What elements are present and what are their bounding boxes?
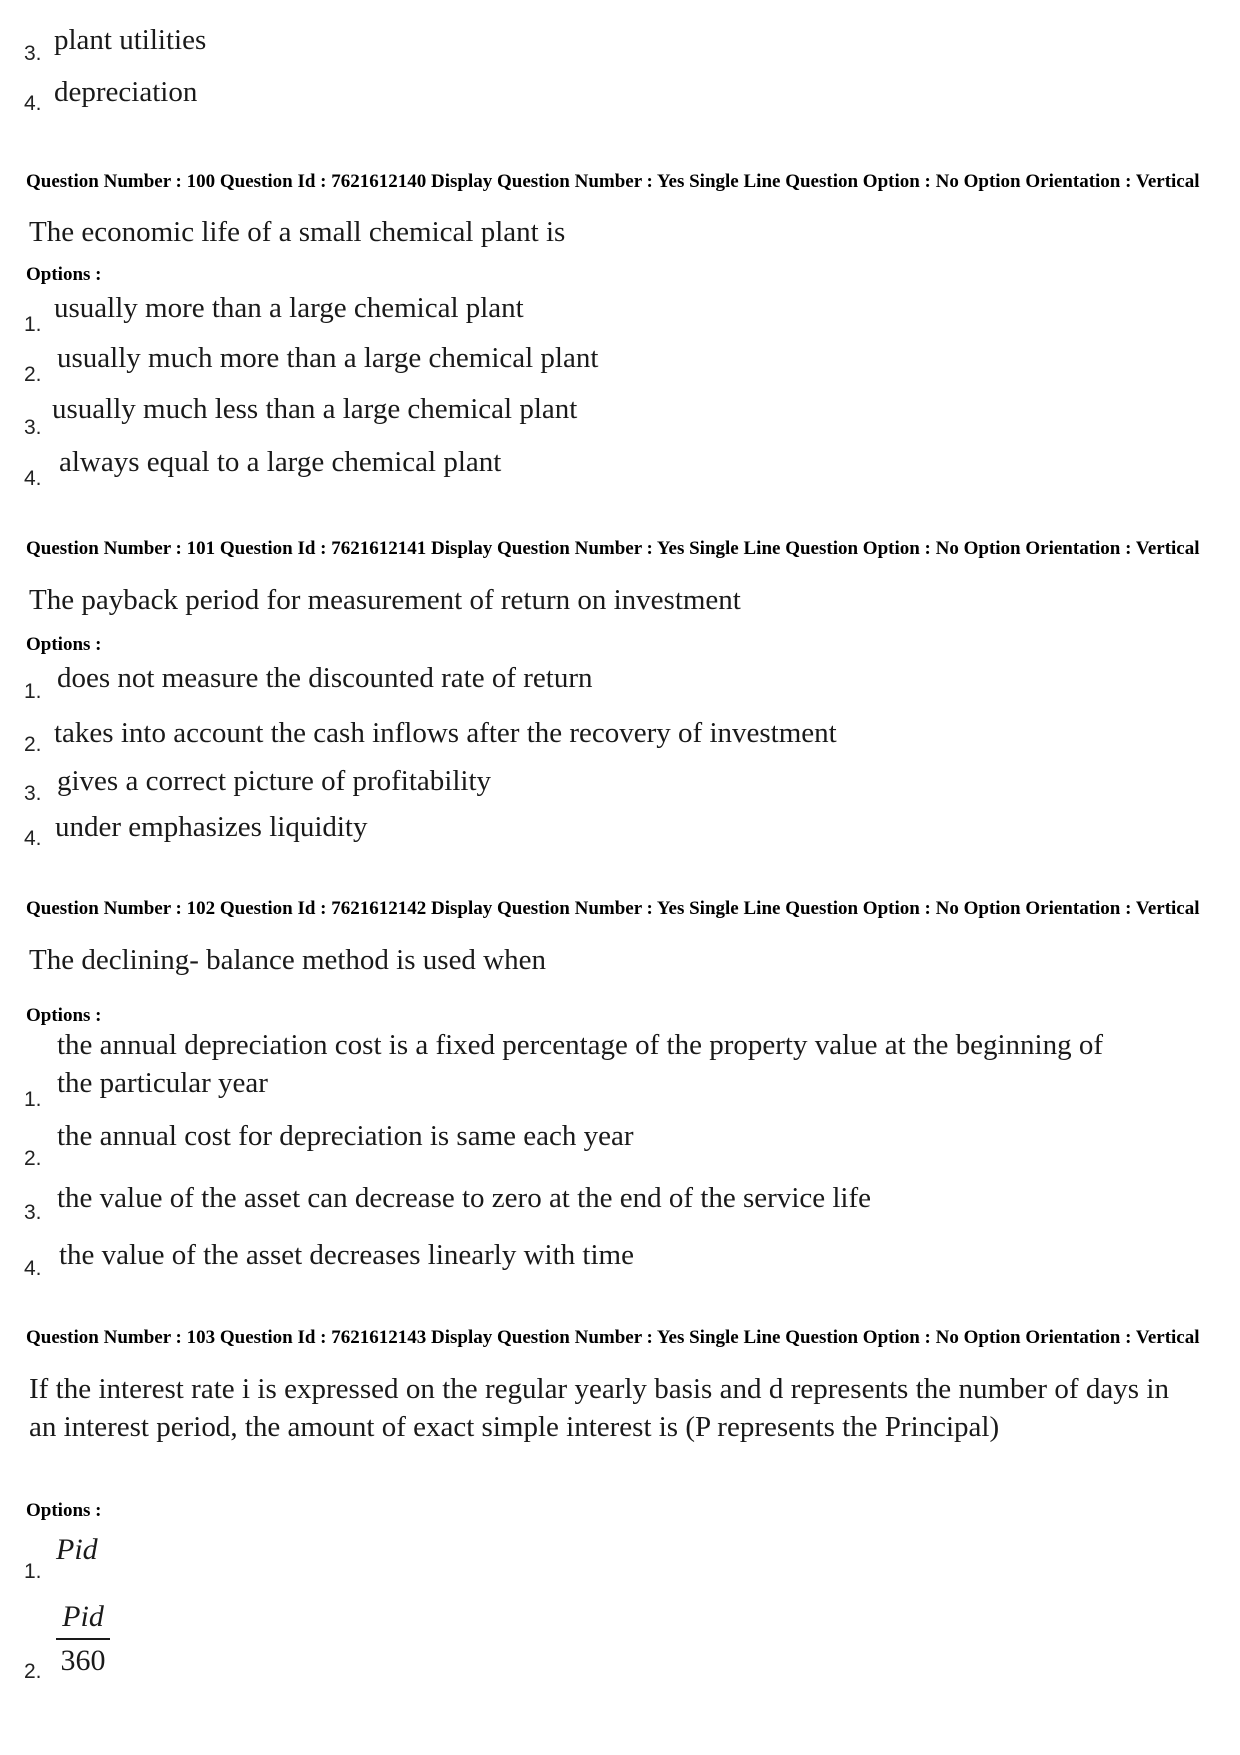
option-text: depreciation [54,76,198,108]
option-text: plant utilities [54,24,207,56]
option-number: 2. [24,1147,42,1170]
options-label: Options : [26,264,102,285]
question-meta: Question Number : 100 Question Id : 7621612140 Display Question Number : Yes Single Line Question Option : No Option Orientation : Vertical [26,171,1200,192]
question-meta: Question Number : 101 Question Id : 7621612141 Display Question Number : Yes Single Line Question Option : No Option Orientation : Vertical [26,538,1200,559]
option-number: 2. [24,1660,42,1683]
option-number: 4. [24,1257,42,1280]
option-number: 2. [24,733,42,756]
option-text: the value of the asset can decrease to zero at the end of the service life [57,1182,872,1214]
options-label: Options : [26,1005,102,1026]
question-stem: The economic life of a small chemical plant is [29,216,566,248]
option-number: 1. [24,313,42,336]
options-label: Options : [26,634,102,655]
option-text: usually much more than a large chemical plant [57,342,599,374]
option-text: does not measure the discounted rate of return [57,662,593,694]
option-fraction [56,1600,110,1678]
option-number: 3. [24,416,42,439]
option-number: 1. [24,680,42,703]
question-stem: The payback period for measurement of return on investment [29,584,741,616]
option-number: 2. [24,363,42,386]
option-number: 1. [24,1560,42,1583]
option-number: 1. [24,1088,42,1111]
fraction-denominator: 360 [60,1644,106,1677]
option-formula: Pid [56,1533,98,1566]
option-number: 4. [24,467,42,490]
option-text: the annual depreciation cost is a fixed percentage of the property value at the beginning of the particular year [57,1029,1104,1099]
question-stem: The declining- balance method is used when [29,944,547,976]
option-text: the value of the asset decreases linearly with time [59,1239,634,1271]
option-number: 3. [24,42,42,65]
option-number: 3. [24,782,42,805]
question-meta: Question Number : 102 Question Id : 7621612142 Display Question Number : Yes Single Line Question Option : No Option Orientation : Vertical [26,898,1200,919]
option-text: the annual cost for depreciation is same each year [57,1120,634,1152]
question-meta: Question Number : 103 Question Id : 7621612143 Display Question Number : Yes Single Line Question Option : No Option Orientation : Vertical [26,1327,1200,1348]
option-number: 4. [24,827,42,850]
option-text: takes into account the cash inflows after the recovery of investment [54,717,837,749]
option-number: 3. [24,1201,42,1224]
option-number: 4. [24,92,42,115]
options-label: Options : [26,1500,102,1521]
option-text: gives a correct picture of profitability [57,765,492,797]
option-text: always equal to a large chemical plant [59,446,502,478]
option-text: under emphasizes liquidity [55,811,368,843]
fraction-numerator: Pid [56,1600,110,1640]
option-text: usually much less than a large chemical plant [52,393,578,425]
question-stem: If the interest rate i is expressed on the regular yearly basis and d represents the number of days in an interest period, the amount of exact simple interest is (P represents the Principal) [29,1373,1169,1443]
option-text: usually more than a large chemical plant [54,292,524,324]
